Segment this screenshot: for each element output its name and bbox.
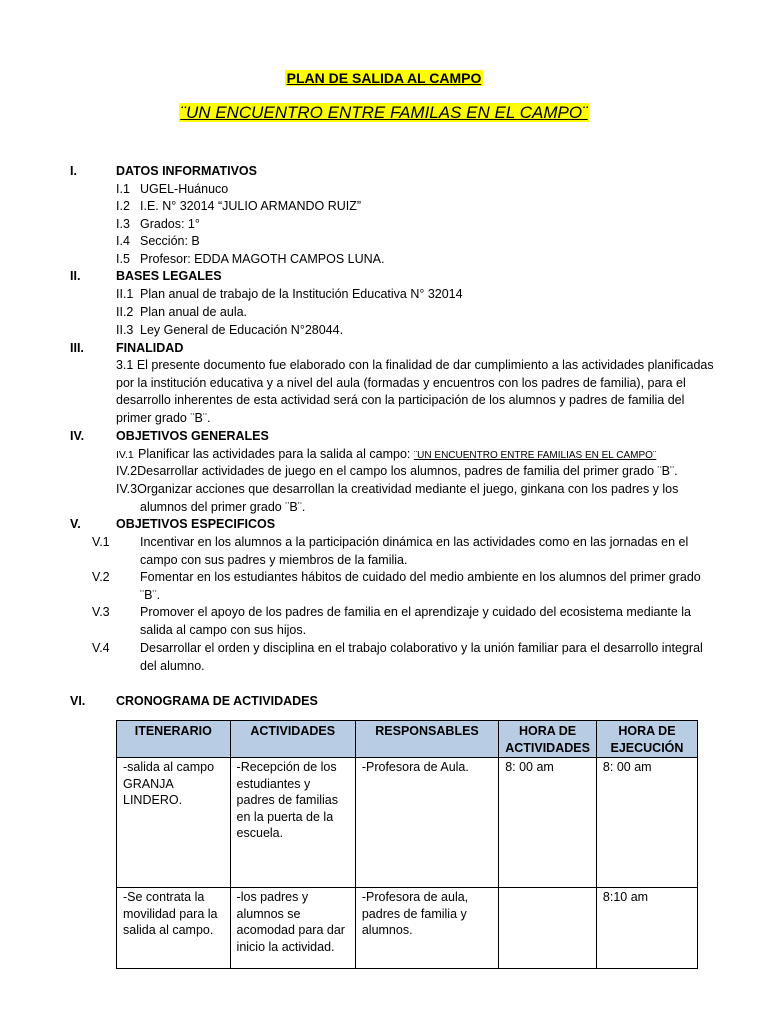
section-number-2: II. [70,269,81,283]
list-item: I.4 Sección: B [116,234,200,248]
section-number-3: III. [70,341,84,355]
list-item: II.3 Ley General de Educación N°28044. [116,323,344,337]
table-cell: 8: 00 am [596,758,697,888]
section-number-1: I. [70,164,77,178]
table-cell: -Recepción de los estudiantes y padres de familias en la puerta de la escuela. [230,758,355,888]
list-item: V.1 Incentivar en los alumnos a la participación dinámica en las actividades como en las jornadas en el campo con sus padres y miembros de la familia. [92,535,689,567]
document-subtitle: ¨UN ENCUENTRO ENTRE FAMILAS EN EL CAMPO¨ [180,103,588,122]
table-cell: -Profesora de aula, padres de familia y alumnos. [355,888,498,969]
table-row [117,888,698,969]
section-heading-datos: DATOS INFORMATIVOS [116,164,257,178]
table-cell: 8:10 am [596,888,697,969]
table-cell [499,888,597,969]
section-number-6: VI. [70,694,86,708]
schedule-table [116,720,698,969]
list-item: I.2 I.E. N° 32014 “JULIO ARMANDO RUIZ” [116,199,362,213]
table-row [117,758,698,888]
list-item: IV.2Desarrollar actividades de juego en el campo los alumnos, padres de familia del primer grado ¨B¨. [116,464,678,478]
document-title: PLAN DE SALIDA AL CAMPO [286,70,482,86]
list-item: IV.1 Planificar las actividades para la salida al campo: ¨UN ENCUENTRO ENTRE FAMILIAS EN EL CAMPO¨ [116,447,657,461]
table-header-row [117,721,698,758]
section-heading-cronograma: CRONOGRAMA DE ACTIVIDADES [116,694,318,708]
column-header: ACTIVIDADES [230,721,355,758]
list-item: I.1 UGEL-Huánuco [116,182,229,196]
column-header: ITENERARIO [117,721,231,758]
section-number-4: IV. [70,429,85,443]
list-item: I.5 Profesor: EDDA MAGOTH CAMPOS LUNA. [116,252,385,266]
column-header: HORA DE ACTIVIDADES [499,721,597,758]
document-title-block [0,70,768,89]
list-item: IV.3Organizar acciones que desarrollan la creatividad mediante el juego, ginkana con los padres y los alumnos del primer grado ¨B¨. [116,482,679,514]
document-subtitle-block [0,104,768,124]
list-item: II.2 Plan anual de aula. [116,305,248,319]
event-name: ¨UN ENCUENTRO ENTRE FAMILIAS EN EL CAMPO¨ [413,450,657,461]
section-heading-bases: BASES LEGALES [116,269,222,283]
section-heading-objetivos-especificos: OBJETIVOS ESPECIFICOS [116,517,276,531]
table-cell: -los padres y alumnos se acomodad para dar inicio la actividad. [230,888,355,969]
finalidad-paragraph: 3.1 El presente documento fue elaborado con la finalidad de dar cumplimiento a las actividades planificadas por la institución educativa y a nivel del aula (formadas y encuentros con los padres de familia), para el desarrollo inherentes de esta actividad será con la participación de los alumnos y padres de familia del primer grado ¨B¨. [116,358,714,425]
table-cell: 8: 00 am [499,758,597,888]
section-number-5: V. [70,517,81,531]
list-item: II.1 Plan anual de trabajo de la Institución Educativa N° 32014 [116,287,463,301]
list-item: V.3 Promover el apoyo de los padres de familia en el aprendizaje y cuidado del ecosistema mediante la salida al campo con sus hijos. [92,605,692,637]
table-cell: -salida al campo GRANJA LINDERO. [117,758,231,888]
list-item: I.3 Grados: 1° [116,217,200,231]
column-header: RESPONSABLES [355,721,498,758]
column-header: HORA DE EJECUCIÓN [596,721,697,758]
section-heading-objetivos-generales: OBJETIVOS GENERALES [116,429,269,443]
table-cell: -Se contrata la movilidad para la salida al campo. [117,888,231,969]
table-cell: -Profesora de Aula. [355,758,498,888]
list-item: V.2 Fomentar en los estudiantes hábitos de cuidado del medio ambiente en los alumnos del primer grado ¨B¨. [92,570,701,602]
list-item: V.4 Desarrollar el orden y disciplina en el trabajo colaborativo y la unión familiar para el desarrollo integral del alumno. [92,641,703,673]
section-heading-finalidad: FINALIDAD [116,341,184,355]
